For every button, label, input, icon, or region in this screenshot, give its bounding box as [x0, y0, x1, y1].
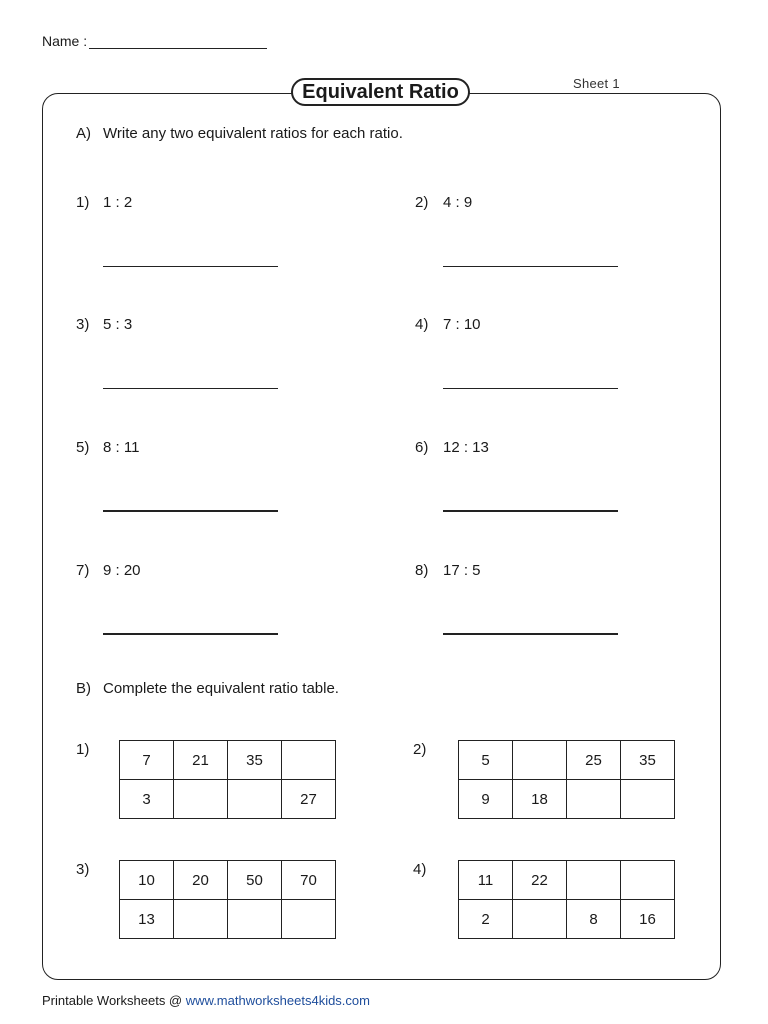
table-cell[interactable]: 5	[459, 741, 513, 780]
name-label: Name :	[42, 33, 88, 49]
footer-site-link[interactable]: www.mathworksheets4kids.com	[185, 993, 370, 1008]
problem-number: 6)	[415, 439, 429, 456]
answer-line[interactable]	[103, 510, 278, 512]
table-cell[interactable]	[282, 741, 336, 780]
table-cell[interactable]: 9	[459, 780, 513, 819]
name-input-line[interactable]	[89, 34, 267, 49]
table-cell[interactable]: 3	[120, 780, 174, 819]
table-cell[interactable]	[513, 741, 567, 780]
worksheet-frame	[42, 93, 721, 980]
answer-line[interactable]	[443, 633, 618, 635]
ratio-table	[119, 860, 336, 939]
section-a-instruction: Write any two equivalent ratios for each ratio.	[103, 125, 403, 142]
problem-ratio: 17 : 5	[443, 562, 481, 579]
answer-line[interactable]	[103, 388, 278, 389]
problem-ratio: 8 : 11	[103, 439, 140, 456]
problem-ratio: 4 : 9	[443, 194, 473, 211]
table-number: 2)	[413, 741, 427, 758]
problem-number: 4)	[415, 316, 429, 333]
section-a-heading	[76, 125, 403, 142]
section-b-instruction: Complete the equivalent ratio table.	[103, 680, 339, 697]
table-cell[interactable]	[282, 900, 336, 939]
answer-line[interactable]	[443, 388, 618, 389]
name-field-row	[42, 33, 267, 49]
table-cell[interactable]: 11	[459, 861, 513, 900]
worksheet-title: Equivalent Ratio	[291, 78, 470, 106]
section-b-heading	[76, 680, 339, 697]
ratio-table	[458, 860, 675, 939]
table-cell[interactable]	[567, 780, 621, 819]
table-number: 4)	[413, 861, 427, 878]
table-cell[interactable]: 70	[282, 861, 336, 900]
sheet-label: Sheet 1	[573, 76, 620, 91]
problem-ratio: 1 : 2	[103, 194, 133, 211]
section-a-letter: A)	[76, 125, 91, 142]
table-number: 3)	[76, 861, 90, 878]
table-cell[interactable]: 7	[120, 741, 174, 780]
ratio-table	[458, 740, 675, 819]
footer-label: Printable Worksheets @	[42, 993, 183, 1008]
problem-ratio: 9 : 20	[103, 562, 141, 579]
problem-number: 3)	[76, 316, 90, 333]
answer-line[interactable]	[443, 510, 618, 512]
table-number: 1)	[76, 741, 90, 758]
answer-line[interactable]	[443, 266, 618, 267]
table-cell[interactable]: 13	[120, 900, 174, 939]
table-cell[interactable]: 35	[228, 741, 282, 780]
table-cell[interactable]: 2	[459, 900, 513, 939]
answer-line[interactable]	[103, 266, 278, 267]
problem-ratio: 7 : 10	[443, 316, 481, 333]
footer	[42, 993, 370, 1008]
table-cell[interactable]: 8	[567, 900, 621, 939]
problem-number: 7)	[76, 562, 90, 579]
table-cell[interactable]: 18	[513, 780, 567, 819]
table-cell[interactable]	[621, 861, 675, 900]
problem-number: 5)	[76, 439, 90, 456]
table-cell[interactable]: 20	[174, 861, 228, 900]
table-cell[interactable]: 21	[174, 741, 228, 780]
table-cell[interactable]	[621, 780, 675, 819]
table-cell[interactable]	[174, 900, 228, 939]
table-cell[interactable]: 35	[621, 741, 675, 780]
problem-ratio: 12 : 13	[443, 439, 489, 456]
table-cell[interactable]	[513, 900, 567, 939]
table-cell[interactable]: 22	[513, 861, 567, 900]
problem-number: 8)	[415, 562, 429, 579]
table-cell[interactable]: 25	[567, 741, 621, 780]
section-b-letter: B)	[76, 680, 91, 697]
table-cell[interactable]: 16	[621, 900, 675, 939]
answer-line[interactable]	[103, 633, 278, 635]
table-cell[interactable]	[567, 861, 621, 900]
problem-number: 1)	[76, 194, 90, 211]
table-cell[interactable]: 27	[282, 780, 336, 819]
table-cell[interactable]	[228, 780, 282, 819]
table-cell[interactable]	[174, 780, 228, 819]
table-cell[interactable]	[228, 900, 282, 939]
table-cell[interactable]: 10	[120, 861, 174, 900]
problem-number: 2)	[415, 194, 429, 211]
ratio-table	[119, 740, 336, 819]
table-cell[interactable]: 50	[228, 861, 282, 900]
problem-ratio: 5 : 3	[103, 316, 133, 333]
